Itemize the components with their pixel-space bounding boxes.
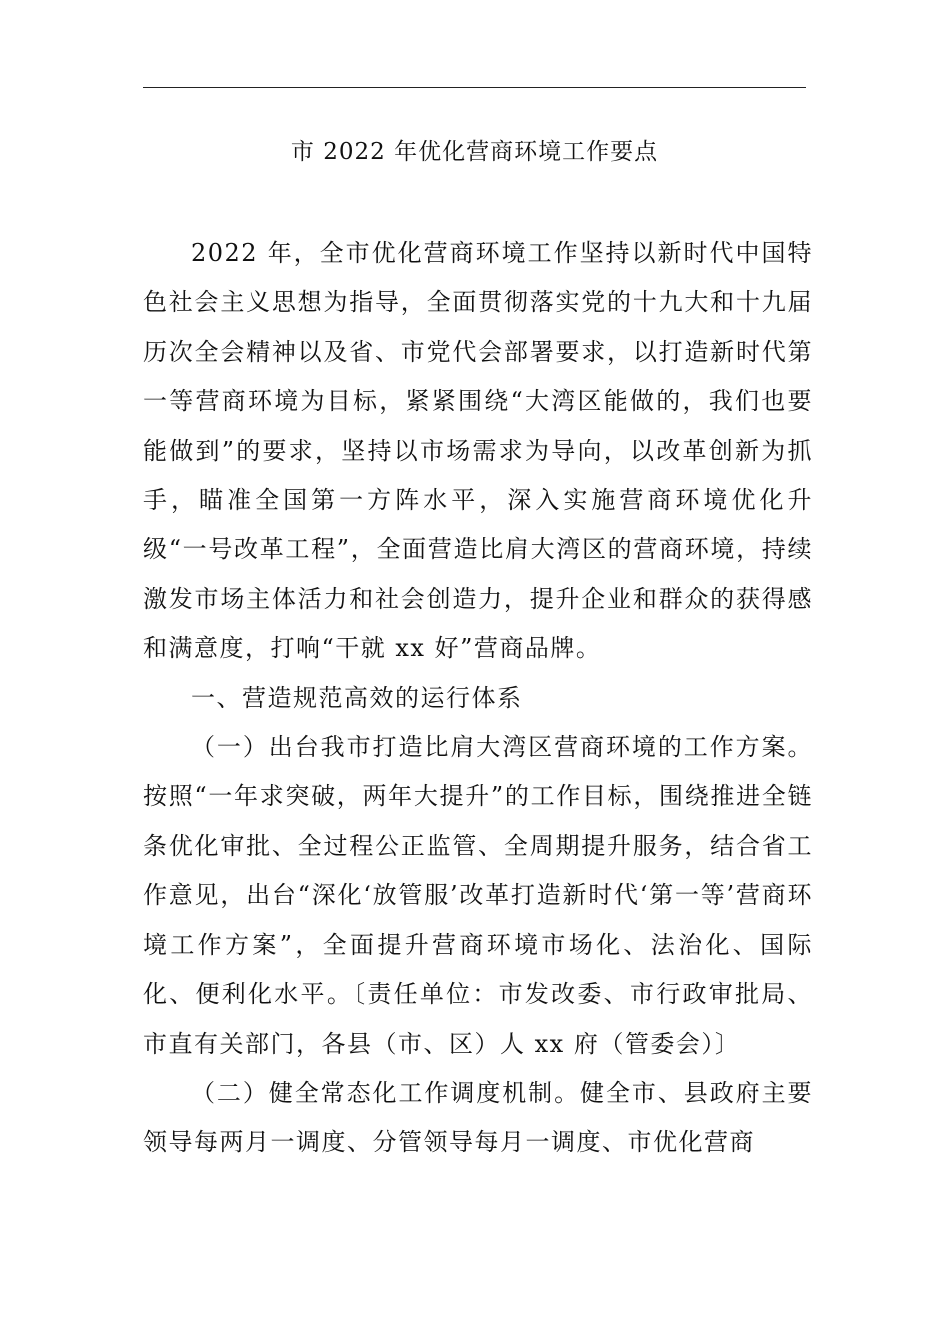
header-rule	[143, 87, 806, 88]
document-body	[143, 229, 813, 1168]
document-title: 市 2022 年优化营商环境工作要点	[290, 139, 659, 165]
section-heading-1: 一、营造规范高效的运行体系	[191, 683, 523, 712]
intro-paragraph: 2022 年，全市优化营商环境工作坚持以新时代中国特色社会主义思想为指导，全面贯彻落实党的十九大和十九届历次全会精神以及省、市党代会部署要求，以打造新时代第一等营商环境为目标，紧紧围绕“大湾区能做的，我们也要能做到”的要求，坚持以市场需求为导向，以改革创新为抓手，瞄准全国第一方阵水平，深入实施营商环境优化升级“一号改革工程”，全面营造比肩大湾区的营商环境，持续激发市场主体活力和社会创造力，提升企业和群众的获得感和满意度，打响“干就 xx 好”营商品牌。	[143, 239, 813, 663]
item-paragraph-2: （二）健全常态化工作调度机制。健全市、县政府主要领导每两月一调度、分管领导每月一调度、市优化营商	[143, 1078, 813, 1157]
item-paragraph-1: （一）出台我市打造比肩大湾区营商环境的工作方案。按照“一年求突破，两年大提升”的工作目标，围绕推进全链条优化审批、全过程公正监管、全周期提升服务，结合省工作意见，出台“深化‘放管服’改革打造新时代‘第一等’营商环境工作方案”，全面提升营商环境市场化、法治化、国际化、便利化水平。〔责任单位：市发改委、市行政审批局、市直有关部门，各县（市、区）人 xx 府（管委会）〕	[143, 733, 813, 1058]
